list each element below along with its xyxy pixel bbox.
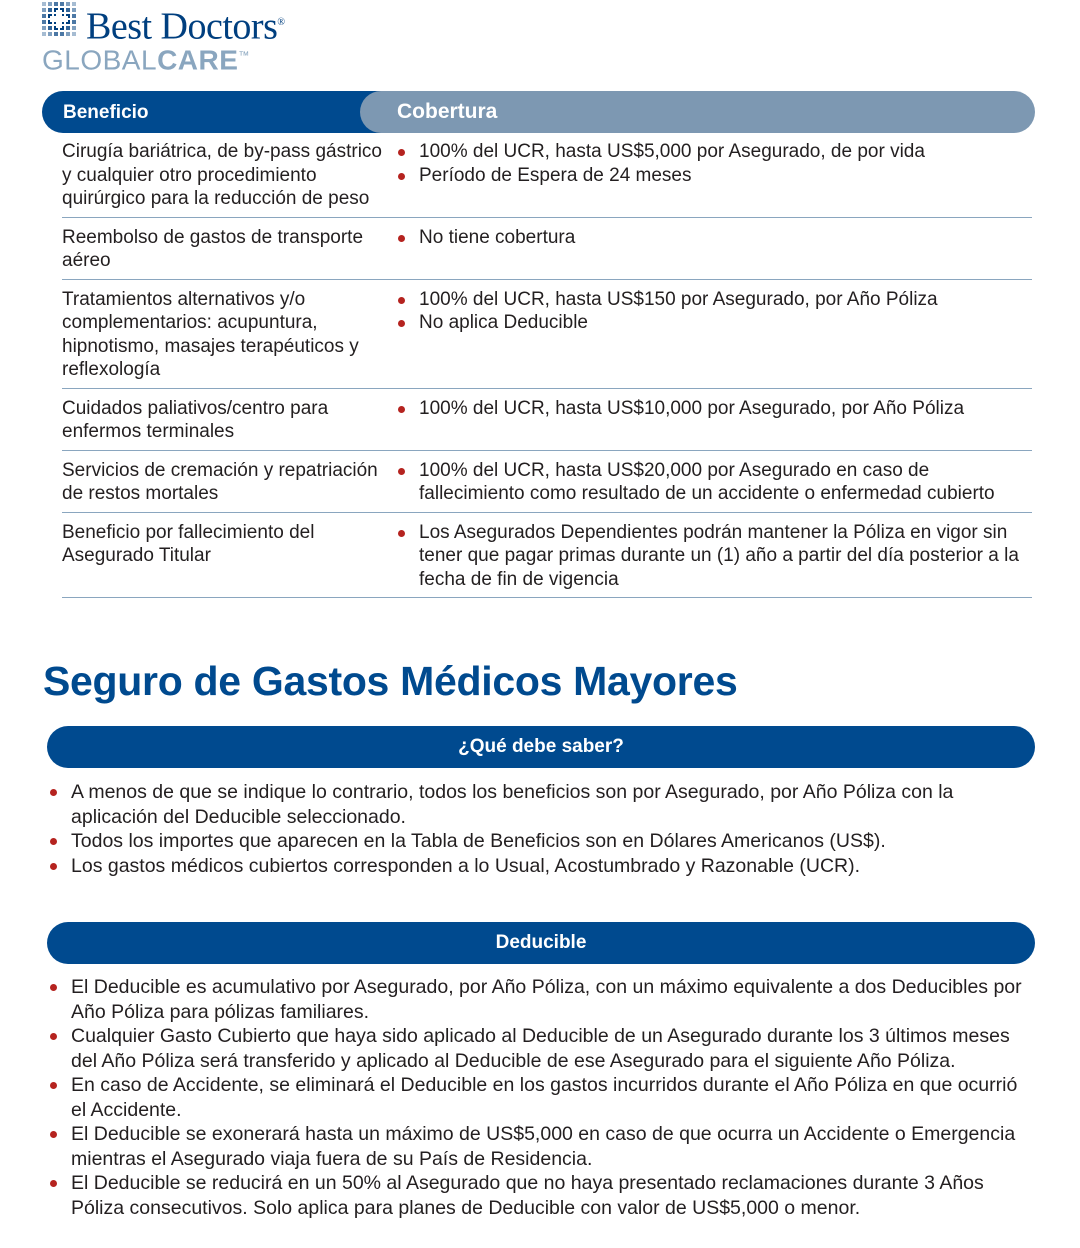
benefits-table-header	[42, 91, 1035, 133]
list-item: En caso de Accidente, se eliminará el Deducible en los gastos incurridos durante el Año Póliza en que ocurrió el Accidente.	[50, 1073, 1035, 1122]
benefit-cell: Beneficio por fallecimiento del Asegurado Titular	[62, 521, 315, 566]
brand-name: Best Doctors®	[86, 5, 285, 48]
coverage-cell	[398, 397, 1032, 444]
coverage-cell	[398, 459, 1032, 506]
benefit-cell: Cuidados paliativos/centro para enfermos terminales	[62, 397, 329, 442]
coverage-cell	[398, 140, 1032, 211]
list-item: 100% del UCR, hasta US$20,000 por Asegurado en caso de fallecimiento como resultado de un accidente o enfermedad cubierto	[398, 459, 1032, 506]
table-row	[62, 459, 1032, 513]
list-item: 100% del UCR, hasta US$150 por Asegurado, por Año Póliza	[398, 288, 1032, 312]
table-row	[62, 288, 1032, 389]
section-title: Seguro de Gastos Médicos Mayores	[43, 658, 738, 704]
deductible-list	[50, 975, 1035, 1220]
know-section-title: ¿Qué debe saber?	[458, 736, 624, 757]
list-item: Los Asegurados Dependientes podrán mantener la Póliza en vigor sin tener que pagar primas durante un (1) año a partir del día posterior a la fecha de fin de vigencia	[398, 521, 1032, 592]
benefit-cell: Tratamientos alternativos y/o complementarios: acupuntura, hipnotismo, masajes terapéuticos y reflexología	[62, 288, 359, 380]
list-item: No aplica Deducible	[398, 311, 1032, 335]
header-benefit-cell	[42, 91, 402, 133]
coverage-cell	[398, 226, 1032, 273]
header-benefit-label: Beneficio	[63, 102, 149, 123]
list-item: No tiene cobertura	[398, 226, 1032, 250]
logo-grid-icon	[42, 2, 76, 36]
coverage-cell	[398, 521, 1032, 592]
header-coverage-cell	[360, 91, 1035, 133]
deductible-section-title: Deducible	[495, 932, 587, 953]
benefit-cell: Reembolso de gastos de transporte aéreo	[62, 226, 364, 271]
know-list	[50, 780, 1035, 878]
list-item: A menos de que se indique lo contrario, todos los beneficios son por Asegurado, por Año Póliza con la aplicación del Deducible seleccionado.	[50, 780, 1035, 829]
coverage-cell	[398, 288, 1032, 382]
table-row	[62, 397, 1032, 451]
benefit-cell: Cirugía bariátrica, de by-pass gástrico y cualquier otro procedimiento quirúrgico para la reducción de peso	[62, 141, 382, 209]
know-section-bar	[47, 726, 1035, 768]
list-item: Los gastos médicos cubiertos corresponden a lo Usual, Acostumbrado y Razonable (UCR).	[50, 854, 1035, 879]
benefit-cell: Servicios de cremación y repatriación de restos mortales	[62, 459, 378, 504]
list-item: El Deducible se reducirá en un 50% al Asegurado que no haya presentado reclamaciones durante 3 Años Póliza consecutivos. Solo aplica para planes de Deducible con valor de US$5,000 o menor.	[50, 1171, 1035, 1220]
deductible-section-bar	[47, 922, 1035, 964]
list-item: Cualquier Gasto Cubierto que haya sido aplicado al Deducible de un Asegurado durante los 3 últimos meses del Año Póliza será transferido y aplicado al Deducible de ese Asegurado para el siguiente Año Póliza.	[50, 1024, 1035, 1073]
list-item: El Deducible se exonerará hasta un máximo de US$5,000 en caso de que ocurra un Accidente o Emergencia mientras el Asegurado viaja fuera de su País de Residencia.	[50, 1122, 1035, 1171]
table-row	[62, 521, 1032, 599]
list-item: 100% del UCR, hasta US$10,000 por Asegurado, por Año Póliza	[398, 397, 1032, 421]
benefits-table-body	[62, 140, 1032, 598]
list-item: El Deducible es acumulativo por Asegurado, por Año Póliza, con un máximo equivalente a dos Deducibles por Año Póliza para pólizas familiares.	[50, 975, 1035, 1024]
list-item: 100% del UCR, hasta US$5,000 por Asegurado, de por vida	[398, 140, 1032, 164]
brand-logo	[42, 0, 342, 76]
table-row	[62, 140, 1032, 218]
brand-subline: GLOBALCARE™	[42, 44, 250, 76]
list-item: Todos los importes que aparecen en la Tabla de Beneficios son en Dólares Americanos (US$).	[50, 829, 1035, 854]
header-coverage-label: Cobertura	[397, 100, 498, 123]
table-row	[62, 226, 1032, 280]
list-item: Período de Espera de 24 meses	[398, 164, 1032, 188]
